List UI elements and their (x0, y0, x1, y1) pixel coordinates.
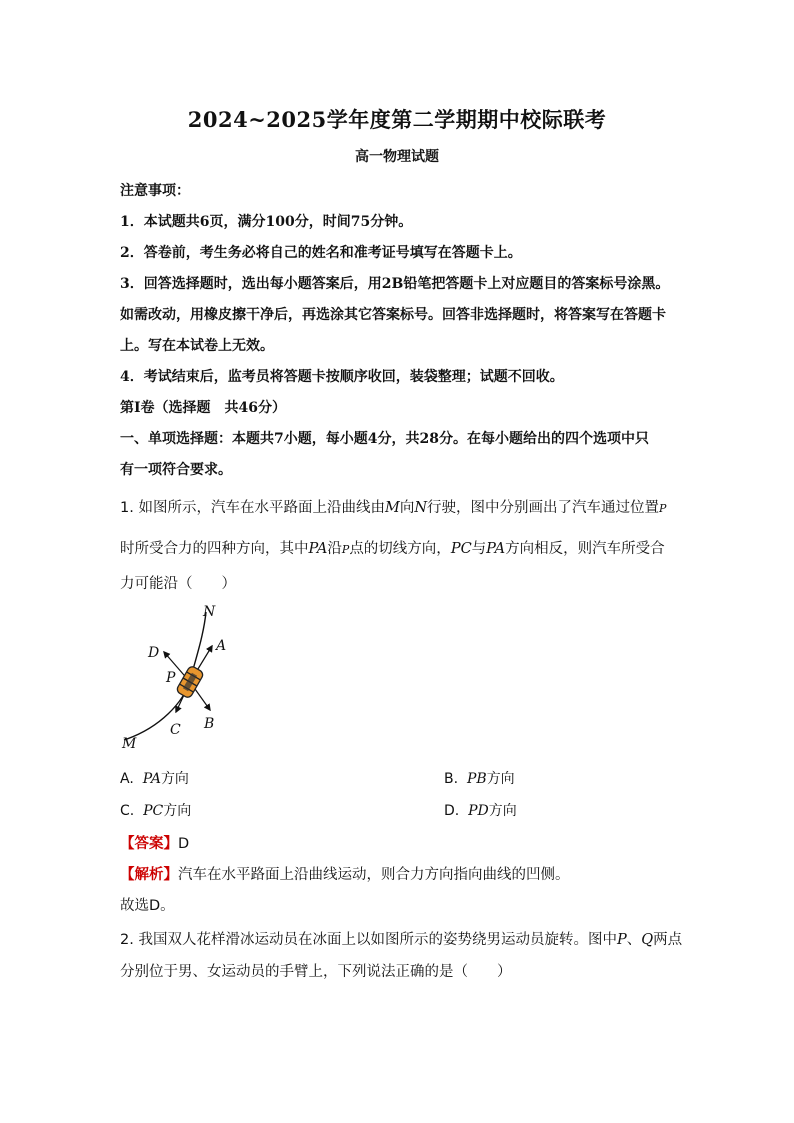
option-b[interactable] (444, 768, 515, 788)
q1-text: 沿 (327, 541, 342, 557)
notes-item-4: 4．考试结束后，监考员将答题卡按顺序收回，装袋整理；试题不回收。 (120, 369, 564, 385)
option-var: PB (466, 771, 487, 787)
option-a[interactable] (120, 768, 189, 788)
section-instruction-line-1: 一、单项选择题：本题共7小题，每小题4分，共28分。在每小题给出的四个选项中只 (120, 431, 649, 447)
q1-text: 行驶，图中分别画出了汽车通过位置 (427, 500, 659, 516)
q2-text: 、 (626, 932, 642, 948)
label-N: N (203, 604, 216, 620)
option-text: 方向 (486, 771, 515, 787)
option-letter: D. (444, 803, 460, 819)
q1-text: 向 (399, 500, 415, 516)
answer-value: D (178, 836, 190, 852)
option-d[interactable] (444, 800, 517, 820)
q1-text: 方向相反，则汽车所受合 (505, 541, 665, 557)
option-text: 方向 (163, 803, 192, 819)
option-letter: A. (120, 771, 134, 787)
section-instruction-line-2: 有一项符合要求。 (120, 462, 232, 478)
option-c[interactable] (120, 800, 191, 820)
notes-item-3-line-3: 上。写在本试卷上无效。 (120, 338, 274, 354)
question-2-line-2: 分别位于男、女运动员的手臂上，下列说法正确的是（ ） (120, 964, 512, 980)
analysis-text: 汽车在水平路面上沿曲线运动，则合力方向指向曲线的凹侧。 (178, 867, 570, 883)
var-PC: PC (450, 541, 472, 557)
notes-item-1: 1．本试题共6页，满分100分，时间75分钟。 (120, 214, 413, 230)
notes-item-2: 2．答卷前，考生务必将自己的姓名和准考证号填写在答题卡上。 (120, 245, 522, 261)
analysis-tag: 【解析】 (120, 867, 178, 883)
option-letter: C. (120, 803, 135, 819)
var-P: P (659, 502, 667, 515)
label-M: M (122, 736, 137, 752)
var-PA: PA (308, 541, 328, 557)
option-var: PC (143, 803, 164, 819)
var-P: P (341, 543, 350, 556)
q1-text: 点的切线方向， (349, 541, 451, 557)
option-letter: B. (444, 771, 459, 787)
q2-text: 2. 我国双人花样滑冰运动员在冰面上以如图所示的姿势绕男运动员旋转。图中 (120, 932, 617, 948)
option-var: PA (142, 771, 161, 787)
part-title: 第Ⅰ卷（选择题 共46分） (120, 400, 287, 416)
page-title: 2024~2025学年度第二学期期中校际联考 (187, 107, 607, 132)
var-PA: PA (486, 541, 506, 557)
question-1-line-3: 力可能沿（ ） (120, 576, 236, 592)
var-M: M (384, 500, 400, 516)
conclusion-line: 故选D。 (120, 898, 175, 914)
question-1-line-2 (120, 537, 665, 558)
var-N: N (414, 500, 427, 516)
page-subtitle: 高一物理试题 (355, 149, 439, 165)
q2-text: 两点 (653, 932, 683, 948)
label-A: A (216, 638, 227, 654)
var-Q: Q (641, 932, 654, 948)
question-1-line-1 (120, 496, 666, 517)
option-text: 方向 (160, 771, 189, 787)
answer-tag: 【答案】 (120, 836, 178, 852)
q1-text: 1. 如图所示，汽车在水平路面上沿曲线由 (120, 500, 385, 516)
notes-item-3-line-2: 如需改动，用橡皮擦干净后，再选涂其它答案标号。回答非选择题时，将答案写在答题卡 (120, 307, 666, 323)
label-D: D (148, 645, 160, 661)
var-P: P (616, 932, 627, 948)
option-text: 方向 (488, 803, 517, 819)
notes-heading: 注意事项： (120, 183, 190, 199)
answer-line (120, 832, 189, 853)
label-B: B (204, 716, 215, 732)
analysis-line (120, 863, 570, 884)
q1-text: 时所受合力的四种方向，其中 (120, 541, 309, 557)
curved-path-figure (110, 600, 250, 760)
label-C: C (170, 722, 181, 738)
notes-item-3-line-1: 3．回答选择题时，选出每小题答案后，用2B铅笔把答题卡上对应题目的答案标号涂黑。 (120, 276, 670, 292)
option-var: PD (468, 803, 489, 819)
label-P: P (166, 670, 176, 686)
question-2-line-1 (120, 928, 682, 949)
q1-text: 与 (471, 541, 487, 557)
